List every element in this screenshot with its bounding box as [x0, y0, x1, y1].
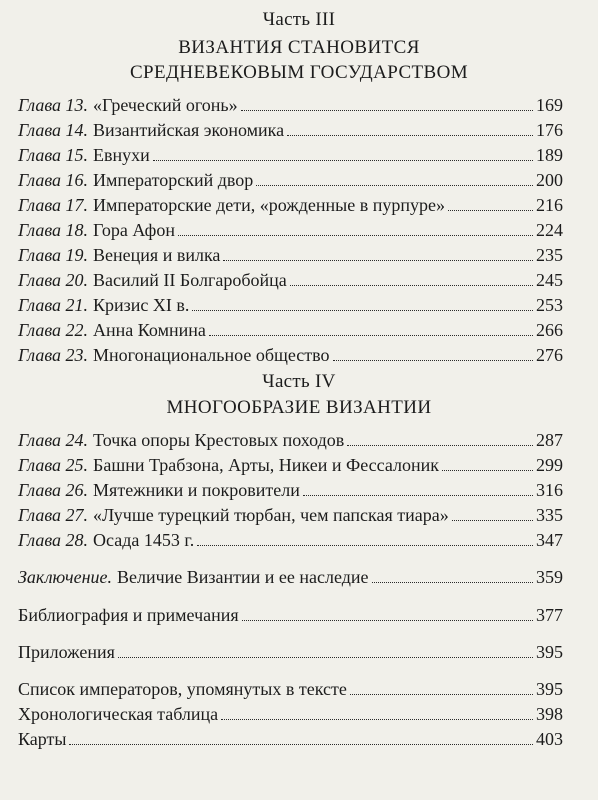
leader-dots: [241, 94, 533, 111]
page-number: 398: [536, 704, 563, 724]
toc-entry[interactable]: [18, 243, 563, 267]
part-3-title-line-1: ВИЗАНТИЯ СТАНОВИТСЯ: [178, 37, 420, 58]
toc-entry[interactable]: [18, 268, 563, 292]
toc-entry[interactable]: [18, 118, 563, 142]
leader-dots: [153, 144, 533, 161]
chapter-label: Глава 19.: [18, 245, 89, 265]
leader-dots: [333, 344, 533, 361]
page-number: 224: [536, 220, 563, 240]
toc-entry[interactable]: [18, 93, 563, 117]
chapter-label: Глава 18.: [18, 220, 89, 240]
leader-dots: [287, 119, 533, 136]
page-number: 347: [536, 530, 563, 550]
page-number: 266: [536, 320, 563, 340]
chapter-title: Мятежники и покровители: [93, 480, 300, 500]
chapter-title: Гора Афон: [93, 220, 175, 240]
part-3-title-line-2: СРЕДНЕВЕКОВЫМ ГОСУДАРСТВОМ: [129, 62, 469, 83]
toc-entry[interactable]: [18, 453, 563, 477]
page-number: 245: [536, 270, 563, 290]
chapter-title: Императорский двор: [93, 170, 254, 190]
leader-dots: [69, 728, 533, 745]
chapter-title: Многонациональное общество: [93, 345, 330, 365]
part-3-heading: Часть III: [262, 9, 336, 30]
chapter-label: Глава 23.: [18, 345, 89, 365]
toc-entry[interactable]: [18, 218, 563, 242]
leader-dots: [452, 504, 533, 521]
leader-dots: [118, 641, 533, 658]
page-number: 299: [536, 455, 563, 475]
leader-dots: [221, 703, 533, 720]
entry-title: Карты: [18, 729, 67, 749]
page-number: 395: [536, 679, 563, 699]
chapter-title: Анна Комнина: [93, 320, 206, 340]
chapter-title: Императорские дети, «рожденные в пурпуре»: [93, 195, 445, 215]
conclusion-label: Заключение.: [18, 567, 112, 587]
toc-entry-appendices[interactable]: [18, 640, 563, 664]
leader-dots: [290, 269, 533, 286]
toc-entry[interactable]: [18, 143, 563, 167]
leader-dots: [178, 219, 533, 236]
page-number: 276: [536, 345, 563, 365]
leader-dots: [209, 319, 533, 336]
chapter-label: Глава 14.: [18, 120, 89, 140]
entry-title: Список императоров, упомянутых в тексте: [18, 679, 347, 699]
chapter-title: Башни Трабзона, Арты, Никеи и Фессалоник: [93, 455, 439, 475]
chapter-title: Осада 1453 г.: [93, 530, 195, 550]
chapter-title: «Лучше турецкий тюрбан, чем папская тиара»: [93, 505, 449, 525]
leader-dots: [350, 678, 533, 695]
toc-entry-conclusion[interactable]: [18, 565, 563, 589]
chapter-title: Византийская экономика: [93, 120, 285, 140]
leader-dots: [192, 294, 533, 311]
leader-dots: [197, 529, 533, 546]
entry-title: Приложения: [18, 642, 115, 662]
page-number: 395: [536, 642, 563, 662]
toc-entry[interactable]: [18, 318, 563, 342]
page-number: 403: [536, 729, 563, 749]
page-number: 316: [536, 480, 563, 500]
toc-entry-bibliography[interactable]: [18, 603, 563, 627]
part-4-title: МНОГООБРАЗИЕ ВИЗАНТИИ: [166, 397, 432, 418]
leader-dots: [448, 194, 533, 211]
chapter-label: Глава 26.: [18, 480, 89, 500]
toc-entry[interactable]: [18, 478, 563, 502]
leader-dots: [303, 479, 533, 496]
toc-entry[interactable]: [18, 428, 563, 452]
page-number: 287: [536, 430, 563, 450]
page-number: 359: [536, 567, 563, 587]
chapter-title: Евнухи: [93, 145, 150, 165]
page-number: 377: [536, 605, 563, 625]
page-number: 200: [536, 170, 563, 190]
chapter-title: Точка опоры Крестовых походов: [93, 430, 345, 450]
chapter-label: Глава 17.: [18, 195, 89, 215]
leader-dots: [347, 429, 533, 446]
leader-dots: [256, 169, 533, 186]
leader-dots: [442, 454, 533, 471]
conclusion-title: Величие Византии и ее наследие: [117, 567, 369, 587]
leader-dots: [223, 244, 533, 261]
chapter-label: Глава 22.: [18, 320, 89, 340]
entry-title: Хронологическая таблица: [18, 704, 219, 724]
toc-entry-chronology[interactable]: [18, 702, 563, 726]
chapter-label: Глава 13.: [18, 95, 89, 115]
chapter-label: Глава 24.: [18, 430, 89, 450]
toc-entry[interactable]: [18, 528, 563, 552]
chapter-title: «Греческий огонь»: [93, 95, 238, 115]
toc-entry[interactable]: [18, 168, 563, 192]
leader-dots: [372, 566, 533, 583]
page-number: 235: [536, 245, 563, 265]
chapter-title: Василий II Болгаробойца: [93, 270, 287, 290]
chapter-label: Глава 25.: [18, 455, 89, 475]
leader-dots: [242, 604, 533, 621]
page-number: 335: [536, 505, 563, 525]
chapter-title: Венеция и вилка: [93, 245, 221, 265]
page-number: 176: [536, 120, 563, 140]
toc-entry[interactable]: [18, 503, 563, 527]
page-number: 189: [536, 145, 563, 165]
toc-entry[interactable]: [18, 343, 563, 367]
page-number: 169: [536, 95, 563, 115]
toc-entry[interactable]: [18, 193, 563, 217]
chapter-label: Глава 27.: [18, 505, 89, 525]
page-number: 216: [536, 195, 563, 215]
part-4-heading: Часть IV: [262, 371, 336, 392]
chapter-label: Глава 15.: [18, 145, 89, 165]
entry-title: Библиография и примечания: [18, 605, 239, 625]
toc-entry-emperors-list[interactable]: [18, 677, 563, 701]
chapter-label: Глава 28.: [18, 530, 89, 550]
chapter-title: Кризис XI в.: [93, 295, 190, 315]
page-number: 253: [536, 295, 563, 315]
toc-entry-maps[interactable]: [18, 727, 563, 751]
chapter-label: Глава 16.: [18, 170, 89, 190]
toc-entry[interactable]: [18, 293, 563, 317]
chapter-label: Глава 20.: [18, 270, 89, 290]
chapter-label: Глава 21.: [18, 295, 89, 315]
